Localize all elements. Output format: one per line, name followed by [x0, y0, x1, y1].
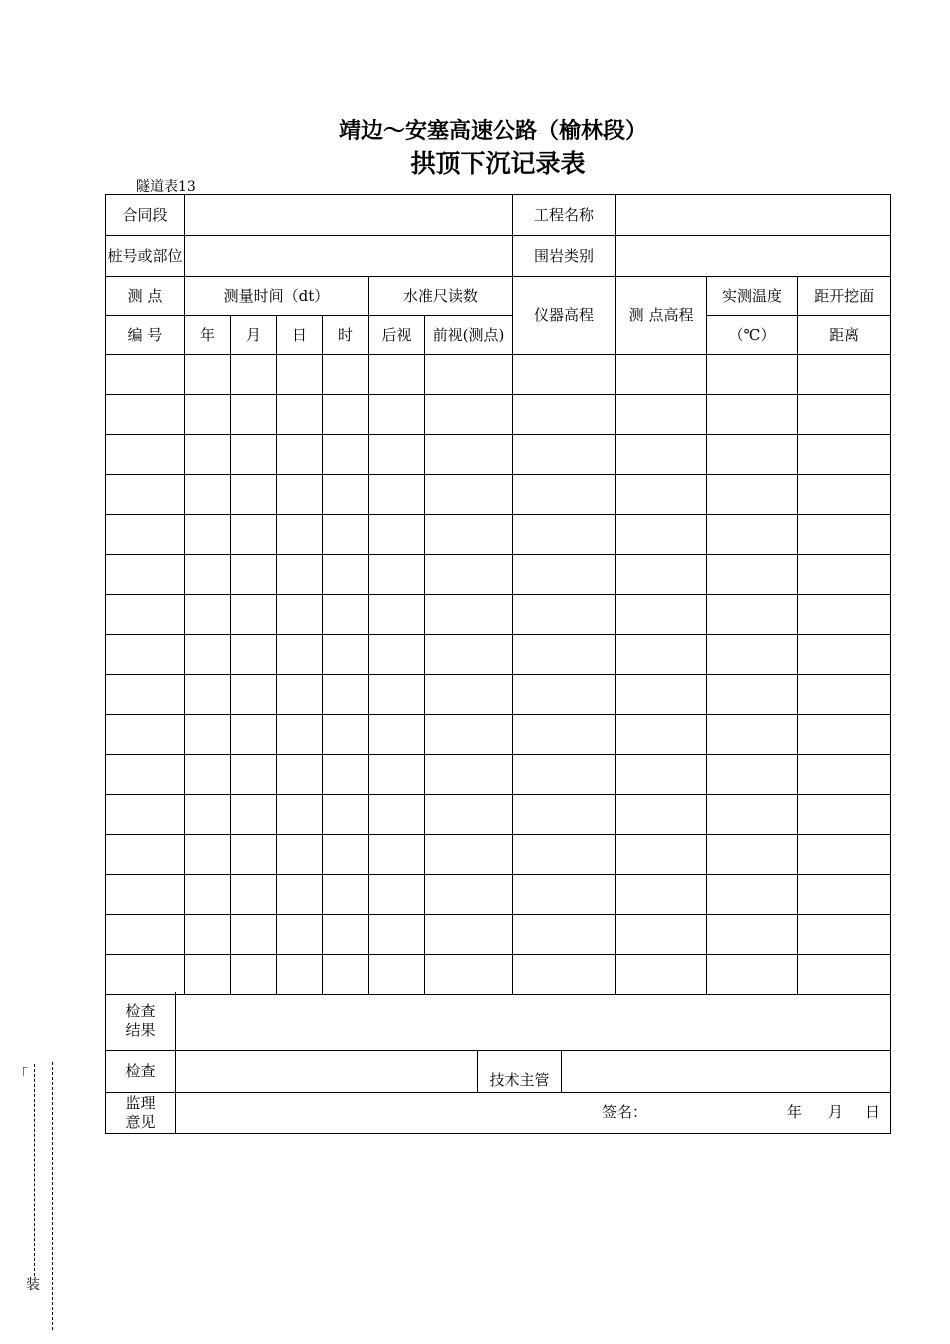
table-cell[interactable]: [425, 515, 513, 555]
table-cell[interactable]: [277, 715, 323, 755]
table-cell[interactable]: [185, 715, 231, 755]
table-cell[interactable]: [185, 795, 231, 835]
foresight-header: 前视(测点): [425, 316, 513, 355]
table-cell[interactable]: [425, 755, 513, 795]
table-cell[interactable]: [231, 955, 277, 995]
table-cell[interactable]: [323, 555, 369, 595]
table-cell[interactable]: [323, 475, 369, 515]
binding-mark: 装: [26, 1277, 40, 1293]
table-cell[interactable]: [798, 915, 891, 955]
result-field[interactable]: [176, 992, 891, 1050]
table-cell[interactable]: [707, 635, 798, 675]
record-table: [105, 194, 891, 995]
table-row: [106, 755, 891, 795]
table-cell[interactable]: [231, 635, 277, 675]
table-cell[interactable]: [323, 915, 369, 955]
instrument-elevation-header: 仪器高程: [513, 277, 616, 355]
table-row: [106, 875, 891, 915]
table-row: [106, 795, 891, 835]
table-cell[interactable]: [323, 395, 369, 435]
table-row: [106, 435, 891, 475]
station-field[interactable]: [185, 236, 513, 277]
table-cell[interactable]: [616, 395, 707, 435]
table-cell[interactable]: [185, 595, 231, 635]
table-cell[interactable]: [513, 875, 616, 915]
table-cell[interactable]: [616, 955, 707, 995]
table-cell[interactable]: [231, 355, 277, 395]
table-cell[interactable]: [513, 595, 616, 635]
table-cell[interactable]: [277, 675, 323, 715]
table-cell[interactable]: [707, 715, 798, 755]
table-cell[interactable]: [106, 475, 185, 515]
table-row: [106, 635, 891, 675]
table-cell[interactable]: [106, 595, 185, 635]
table-cell[interactable]: [231, 395, 277, 435]
table-cell[interactable]: [231, 555, 277, 595]
table-cell[interactable]: [513, 835, 616, 875]
table-cell[interactable]: [616, 435, 707, 475]
table-cell[interactable]: [369, 715, 425, 755]
table-cell[interactable]: [369, 435, 425, 475]
point-number-header-bottom: 编 号: [106, 316, 185, 355]
table-cell[interactable]: [231, 595, 277, 635]
table-cell[interactable]: [231, 875, 277, 915]
table-cell[interactable]: [798, 355, 891, 395]
table-cell[interactable]: [369, 515, 425, 555]
table-cell[interactable]: [513, 555, 616, 595]
table-cell[interactable]: [277, 795, 323, 835]
table-cell[interactable]: [106, 555, 185, 595]
table-cell[interactable]: [425, 395, 513, 435]
table-cell[interactable]: [707, 355, 798, 395]
table-row: [106, 915, 891, 955]
table-cell[interactable]: [369, 835, 425, 875]
table-cell[interactable]: [616, 475, 707, 515]
year-header: 年: [185, 316, 231, 355]
supervisor-label: 监理 意见: [106, 1092, 176, 1133]
table-cell[interactable]: [277, 955, 323, 995]
table-cell[interactable]: [425, 435, 513, 475]
table-cell[interactable]: [798, 755, 891, 795]
binding-line-inner: [34, 1064, 35, 1276]
table-cell[interactable]: [106, 395, 185, 435]
temperature-header-bottom: （℃）: [707, 316, 798, 355]
table-cell[interactable]: [513, 475, 616, 515]
table-cell[interactable]: [106, 955, 185, 995]
table-cell[interactable]: [425, 595, 513, 635]
table-cell[interactable]: [513, 515, 616, 555]
table-cell[interactable]: [798, 395, 891, 435]
table-cell[interactable]: [231, 795, 277, 835]
month-header: 月: [231, 316, 277, 355]
table-cell[interactable]: [323, 955, 369, 995]
table-cell[interactable]: [798, 875, 891, 915]
table-cell[interactable]: [323, 795, 369, 835]
table-cell[interactable]: [185, 555, 231, 595]
supervisor-row: [106, 1092, 891, 1133]
table-cell[interactable]: [369, 795, 425, 835]
point-number-header-top: 测 点: [106, 277, 185, 316]
header-row-1: [106, 277, 891, 316]
table-cell[interactable]: [513, 715, 616, 755]
table-cell[interactable]: [323, 515, 369, 555]
margin-bracket: 「: [14, 1067, 28, 1083]
table-cell[interactable]: [707, 555, 798, 595]
table-cell[interactable]: [323, 355, 369, 395]
tech-supervisor-field[interactable]: [562, 1050, 891, 1092]
project-name-label: 工程名称: [513, 195, 616, 236]
table-cell[interactable]: [106, 515, 185, 555]
info-row-1: [106, 195, 891, 236]
footer-table: [105, 992, 891, 1134]
table-cell[interactable]: [106, 435, 185, 475]
info-row-2: [106, 236, 891, 277]
tech-supervisor-label: 技术主管: [478, 1050, 562, 1092]
document-title: 靖边～安塞高速公路（榆林段）: [338, 119, 647, 144]
table-cell[interactable]: [798, 555, 891, 595]
table-cell[interactable]: [323, 675, 369, 715]
table-cell[interactable]: [616, 835, 707, 875]
table-cell[interactable]: [106, 795, 185, 835]
table-cell[interactable]: [185, 635, 231, 675]
table-cell[interactable]: [231, 715, 277, 755]
table-cell[interactable]: [707, 835, 798, 875]
table-cell[interactable]: [277, 515, 323, 555]
table-cell[interactable]: [513, 755, 616, 795]
table-cell[interactable]: [106, 915, 185, 955]
table-cell[interactable]: [185, 675, 231, 715]
distance-header-bottom: 距离: [798, 316, 891, 355]
table-row: [106, 475, 891, 515]
table-cell[interactable]: [425, 875, 513, 915]
table-cell[interactable]: [231, 475, 277, 515]
section-field[interactable]: [185, 195, 513, 236]
table-cell[interactable]: [323, 835, 369, 875]
table-cell[interactable]: [369, 635, 425, 675]
project-name-field[interactable]: [616, 195, 891, 236]
table-cell[interactable]: [323, 435, 369, 475]
table-row: [106, 515, 891, 555]
table-cell[interactable]: [277, 635, 323, 675]
table-cell[interactable]: [425, 355, 513, 395]
table-cell[interactable]: [707, 395, 798, 435]
table-cell[interactable]: [798, 435, 891, 475]
table-cell[interactable]: [277, 435, 323, 475]
table-cell[interactable]: [369, 675, 425, 715]
hour-header: 时: [323, 316, 369, 355]
table-row: [106, 675, 891, 715]
table-cell[interactable]: [185, 355, 231, 395]
table-cell[interactable]: [707, 915, 798, 955]
table-cell[interactable]: [798, 955, 891, 995]
backsight-header: 后视: [369, 316, 425, 355]
table-cell[interactable]: [707, 955, 798, 995]
table-cell[interactable]: [185, 915, 231, 955]
table-cell[interactable]: [425, 915, 513, 955]
table-cell[interactable]: [798, 675, 891, 715]
table-cell[interactable]: [369, 755, 425, 795]
table-cell[interactable]: [369, 875, 425, 915]
form-number: 隧道表13: [136, 179, 196, 195]
binding-line-outer: [52, 1062, 53, 1330]
table-cell[interactable]: [369, 555, 425, 595]
table-cell[interactable]: [277, 555, 323, 595]
table-cell[interactable]: [798, 515, 891, 555]
table-cell[interactable]: [369, 355, 425, 395]
table-cell[interactable]: [425, 955, 513, 995]
table-cell[interactable]: [323, 875, 369, 915]
table-cell[interactable]: [323, 635, 369, 675]
table-row: [106, 955, 891, 995]
table-cell[interactable]: [616, 715, 707, 755]
table-cell[interactable]: [707, 755, 798, 795]
result-label: 检查 结果: [106, 992, 176, 1050]
table-row: [106, 835, 891, 875]
table-cell[interactable]: [106, 755, 185, 795]
table-cell[interactable]: [798, 635, 891, 675]
table-cell[interactable]: [707, 475, 798, 515]
table-cell[interactable]: [616, 915, 707, 955]
table-cell[interactable]: [513, 675, 616, 715]
table-cell[interactable]: [369, 475, 425, 515]
table-cell[interactable]: [231, 515, 277, 555]
table-cell[interactable]: [513, 435, 616, 475]
table-cell[interactable]: [277, 595, 323, 635]
table-cell[interactable]: [106, 835, 185, 875]
section-label: 合同段: [106, 195, 185, 236]
table-cell[interactable]: [707, 875, 798, 915]
table-cell[interactable]: [707, 795, 798, 835]
table-cell[interactable]: [323, 755, 369, 795]
table-cell[interactable]: [425, 555, 513, 595]
table-cell[interactable]: [707, 675, 798, 715]
result-row: [106, 992, 891, 1050]
level-reading-header: 水准尺读数: [369, 277, 513, 316]
table-cell[interactable]: [323, 715, 369, 755]
table-cell[interactable]: [425, 475, 513, 515]
table-row: [106, 555, 891, 595]
inspector-label: 检查: [106, 1050, 176, 1092]
table-cell[interactable]: [231, 835, 277, 875]
table-cell[interactable]: [277, 875, 323, 915]
table-cell[interactable]: [616, 555, 707, 595]
sign-month: 月: [827, 1103, 843, 1122]
table-cell[interactable]: [616, 595, 707, 635]
table-cell[interactable]: [513, 955, 616, 995]
temperature-header-top: 实测温度: [707, 277, 798, 316]
table-cell[interactable]: [106, 875, 185, 915]
measure-time-header: 测量时间（dt）: [185, 277, 369, 316]
table-cell[interactable]: [231, 675, 277, 715]
table-cell[interactable]: [323, 595, 369, 635]
rock-class-field[interactable]: [616, 236, 891, 277]
distance-header-top: 距开挖面: [798, 277, 891, 316]
table-cell[interactable]: [798, 595, 891, 635]
table-cell[interactable]: [707, 515, 798, 555]
table-cell[interactable]: [231, 915, 277, 955]
rock-class-label: 围岩类别: [513, 236, 616, 277]
table-cell[interactable]: [185, 955, 231, 995]
table-cell[interactable]: [277, 395, 323, 435]
table-cell[interactable]: [707, 595, 798, 635]
table-cell[interactable]: [425, 835, 513, 875]
table-cell[interactable]: [277, 475, 323, 515]
sign-day: 日: [865, 1103, 881, 1122]
table-cell[interactable]: [185, 755, 231, 795]
table-cell[interactable]: [106, 675, 185, 715]
table-cell[interactable]: [616, 675, 707, 715]
point-elevation-header: 测 点高程: [616, 277, 707, 355]
table-cell[interactable]: [277, 915, 323, 955]
day-header: 日: [277, 316, 323, 355]
sign-label: 签名：: [601, 1103, 647, 1122]
document-subtitle: 拱顶下沉记录表: [410, 149, 586, 178]
table-cell[interactable]: [513, 795, 616, 835]
table-cell[interactable]: [798, 835, 891, 875]
supervisor-opinion-field[interactable]: [176, 1092, 891, 1133]
table-cell[interactable]: [185, 515, 231, 555]
table-cell[interactable]: [185, 395, 231, 435]
table-row: [106, 355, 891, 395]
header-row-2: [106, 316, 891, 355]
table-cell[interactable]: [616, 755, 707, 795]
table-cell[interactable]: [425, 715, 513, 755]
table-cell[interactable]: [425, 795, 513, 835]
table-cell[interactable]: [277, 355, 323, 395]
inspector-row: [106, 1050, 891, 1092]
table-cell[interactable]: [798, 795, 891, 835]
table-cell[interactable]: [369, 955, 425, 995]
table-cell[interactable]: [369, 915, 425, 955]
table-cell[interactable]: [513, 355, 616, 395]
table-cell[interactable]: [616, 635, 707, 675]
table-cell[interactable]: [231, 755, 277, 795]
table-cell[interactable]: [425, 635, 513, 675]
table-cell[interactable]: [231, 435, 277, 475]
table-cell[interactable]: [513, 635, 616, 675]
table-cell[interactable]: [513, 915, 616, 955]
table-cell[interactable]: [798, 715, 891, 755]
table-row: [106, 595, 891, 635]
table-row: [106, 715, 891, 755]
table-cell[interactable]: [513, 395, 616, 435]
table-cell[interactable]: [369, 395, 425, 435]
table-row: [106, 395, 891, 435]
table-cell[interactable]: [798, 475, 891, 515]
table-cell[interactable]: [106, 715, 185, 755]
table-cell[interactable]: [185, 835, 231, 875]
table-cell[interactable]: [425, 675, 513, 715]
table-cell[interactable]: [185, 475, 231, 515]
table-cell[interactable]: [369, 595, 425, 635]
table-cell[interactable]: [106, 635, 185, 675]
station-label: 桩号或部位: [106, 236, 185, 277]
table-cell[interactable]: [277, 835, 323, 875]
table-cell[interactable]: [616, 875, 707, 915]
sign-year: 年: [786, 1103, 802, 1122]
table-cell[interactable]: [616, 515, 707, 555]
table-cell[interactable]: [185, 875, 231, 915]
table-cell[interactable]: [707, 435, 798, 475]
table-cell[interactable]: [616, 355, 707, 395]
table-cell[interactable]: [616, 795, 707, 835]
table-cell[interactable]: [106, 355, 185, 395]
table-cell[interactable]: [277, 755, 323, 795]
inspector-field[interactable]: [176, 1050, 478, 1092]
table-cell[interactable]: [185, 435, 231, 475]
